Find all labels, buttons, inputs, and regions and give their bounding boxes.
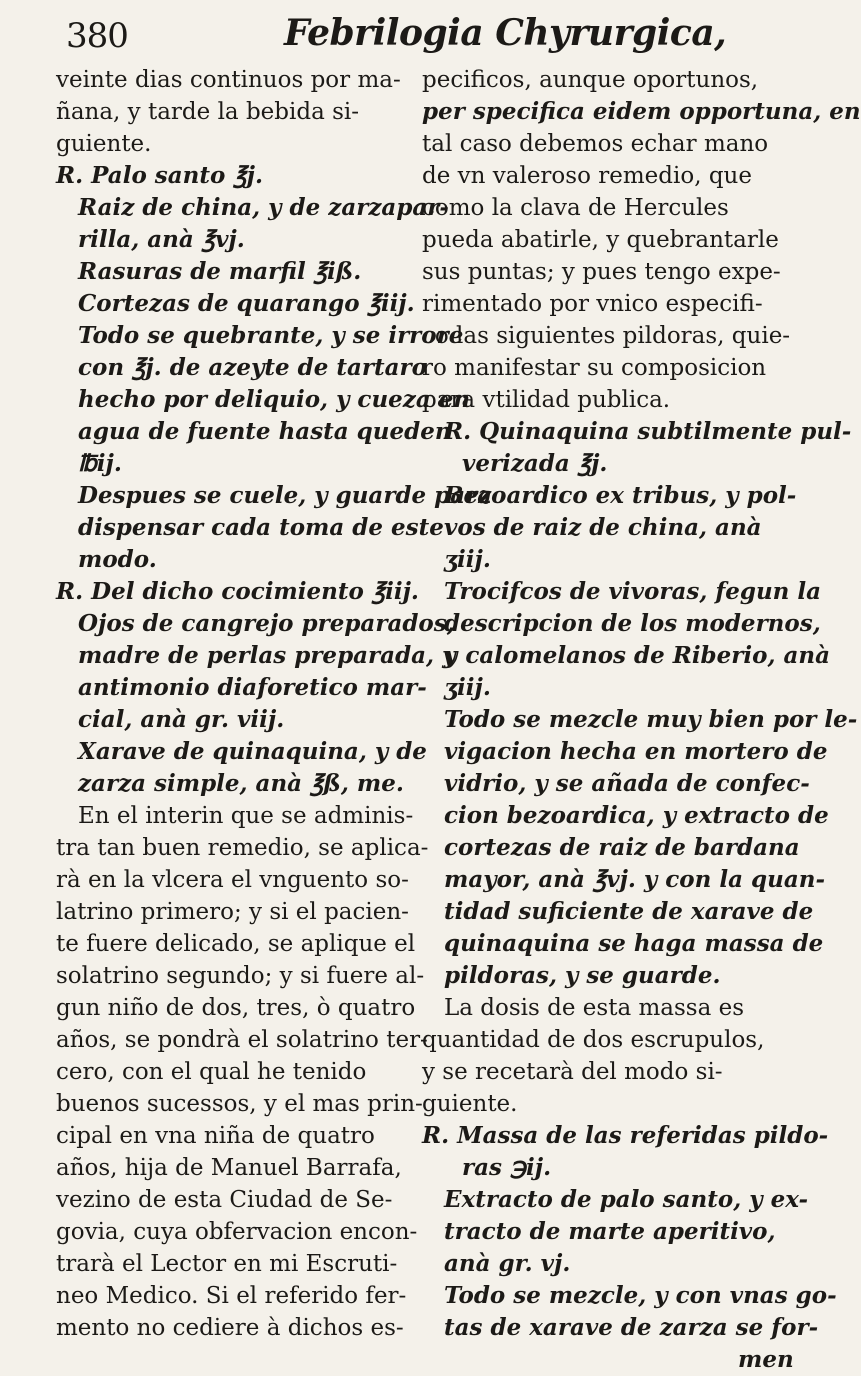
text-line: co las siguientes pildoras, quie- (422, 323, 791, 349)
text-line: Todo se mezcle, y con vnas go- (444, 1282, 837, 1309)
text-line: pueda abatirle, y quebrantarle (422, 227, 779, 253)
text-line: Trocifcos de vivoras, fegun la (444, 578, 822, 605)
text-line: Todo se mezcle muy bien por le- (444, 706, 858, 733)
text-line: modo. (78, 546, 157, 573)
text-line: Bezoardico ex tribus, y pol- (444, 482, 797, 509)
text-line: Todo se quebrante, y se irrore (78, 322, 464, 349)
text-line: neo Medico. Si el referido fer- (56, 1283, 407, 1309)
text-line: R. Palo santo ℥j. (56, 162, 263, 189)
text-line: guiente. (56, 131, 152, 157)
text-line: zarza simple, anà ℥ß, me. (78, 770, 404, 797)
text-line: govia, cuya obfervacion encon- (56, 1219, 418, 1245)
text-line: ras ℈ij. (462, 1154, 552, 1181)
text-line: anà gr. vj. (444, 1250, 571, 1277)
text-line: para vtilidad publica. (422, 387, 671, 413)
text-line: R. Del dicho cocimiento ℥iij. (56, 578, 419, 605)
text-line: Ojos de cangrejo preparados, (78, 610, 455, 637)
text-line: agua de fuente hasta queden (78, 418, 452, 445)
text-line: con ℥j. de azeyte de tartaro (78, 354, 427, 381)
text-line: ℔ij. (78, 450, 122, 477)
text-line: años, se pondrà el solatrino ter- (56, 1027, 428, 1053)
text-line: tracto de marte aperitivo, (444, 1218, 776, 1245)
text-line: buenos sucessos, y el mas prin- (56, 1091, 423, 1117)
text-line: per specifica eidem opportuna, en (422, 98, 861, 125)
text-line: de vn valeroso remedio, que (422, 163, 752, 189)
text-line: cial, anà gr. viij. (78, 706, 285, 733)
text-line: cortezas de raiz de bardana (444, 834, 800, 861)
text-line: En el interin que se adminis- (78, 803, 414, 829)
text-line: Rasuras de marfil ℥iß. (78, 258, 362, 285)
text-line: ʒiij. (444, 546, 491, 573)
text-line: rimentado por vnico especifi- (422, 291, 763, 317)
text-line: años, hija de Manuel Barrafa, (56, 1155, 402, 1181)
text-line: y calomelanos de Riberio, anà (444, 642, 831, 669)
text-line: Raiz de china, y de zarzapar- (78, 194, 449, 221)
text-line: dispensar cada toma de este (78, 514, 444, 541)
text-line: vidrio, y se añada de confec- (444, 770, 810, 797)
text-line: Cortezas de quarango ℥iij. (78, 290, 415, 317)
text-line: vezino de esta Ciudad de Se- (56, 1187, 393, 1213)
text-line: Despues se cuele, y guarde para (78, 482, 493, 509)
text-line: latrino primero; y si el pacien- (56, 899, 409, 925)
text-line: men (738, 1346, 794, 1373)
text-line: como la clava de Hercules (422, 195, 729, 221)
text-line: quinaquina se haga massa de (444, 930, 824, 957)
text-line: ro manifestar su composicion (422, 355, 767, 381)
text-line: rilla, anà ℥vj. (78, 226, 245, 253)
text-line: te fuere delicado, se aplique el (56, 931, 416, 957)
text-line: veinte dias continuos por ma- (56, 67, 401, 93)
text-line: sus puntas; y pues tengo expe- (422, 259, 781, 285)
text-line: rà en la vlcera el vnguento so- (56, 867, 409, 893)
text-line: ʒiij. (444, 674, 491, 701)
text-line: R. Massa de las referidas pildo- (422, 1122, 829, 1149)
text-line: cion bezoardica, y extracto de (444, 802, 829, 829)
text-line: Extracto de palo santo, y ex- (444, 1186, 809, 1213)
text-line: antimonio diaforetico mar- (78, 674, 427, 701)
text-line: ñana, y tarde la bebida si- (56, 99, 360, 125)
page-number: 380 (66, 16, 128, 56)
text-line: tra tan buen remedio, se aplica- (56, 835, 429, 861)
text-line: cero, con el qual he tenido (56, 1059, 367, 1085)
text-line: mento no cediere à dichos es- (56, 1315, 404, 1341)
text-line: vigacion hecha en mortero de (444, 738, 828, 765)
text-line: vos de raiz de china, anà (444, 514, 762, 541)
text-line: descripcion de los modernos, (444, 610, 821, 637)
right-text-column (422, 64, 861, 1373)
text-line: tal caso debemos echar mano (422, 131, 769, 157)
text-line: hecho por deliquio, y cueza en (78, 386, 471, 413)
text-line: pildoras, y se guarde. (444, 962, 721, 989)
text-line: pecificos, aunque oportunos, (422, 67, 759, 93)
text-line: R. Quinaquina subtilmente pul- (444, 418, 852, 445)
text-line: madre de perlas preparada, y (78, 642, 456, 669)
text-line: mayor, anà ℥vj. y con la quan- (444, 866, 825, 893)
page-header (66, 12, 734, 64)
text-line: verizada ℥j. (462, 450, 608, 477)
text-line: trarà el Lector en mi Escruti- (56, 1251, 398, 1277)
text-line: gun niño de dos, tres, ò quatro (56, 995, 416, 1021)
text-line: quantidad de dos escrupulos, (422, 1027, 765, 1053)
text-line: La dosis de esta massa es (444, 995, 745, 1021)
text-line: tidad suficiente de xarave de (444, 898, 814, 925)
text-line: y se recetarà del modo si- (422, 1059, 723, 1085)
running-title: Febrilogia Chyrurgica, (284, 12, 727, 54)
text-line: Xarave de quinaquina, y de (78, 738, 427, 765)
text-line: cipal en vna niña de quatro (56, 1123, 375, 1149)
text-line: guiente. (422, 1091, 518, 1117)
text-line: solatrino segundo; y si fuere al- (56, 963, 425, 989)
text-line: tas de xarave de zarza se for- (444, 1314, 819, 1341)
